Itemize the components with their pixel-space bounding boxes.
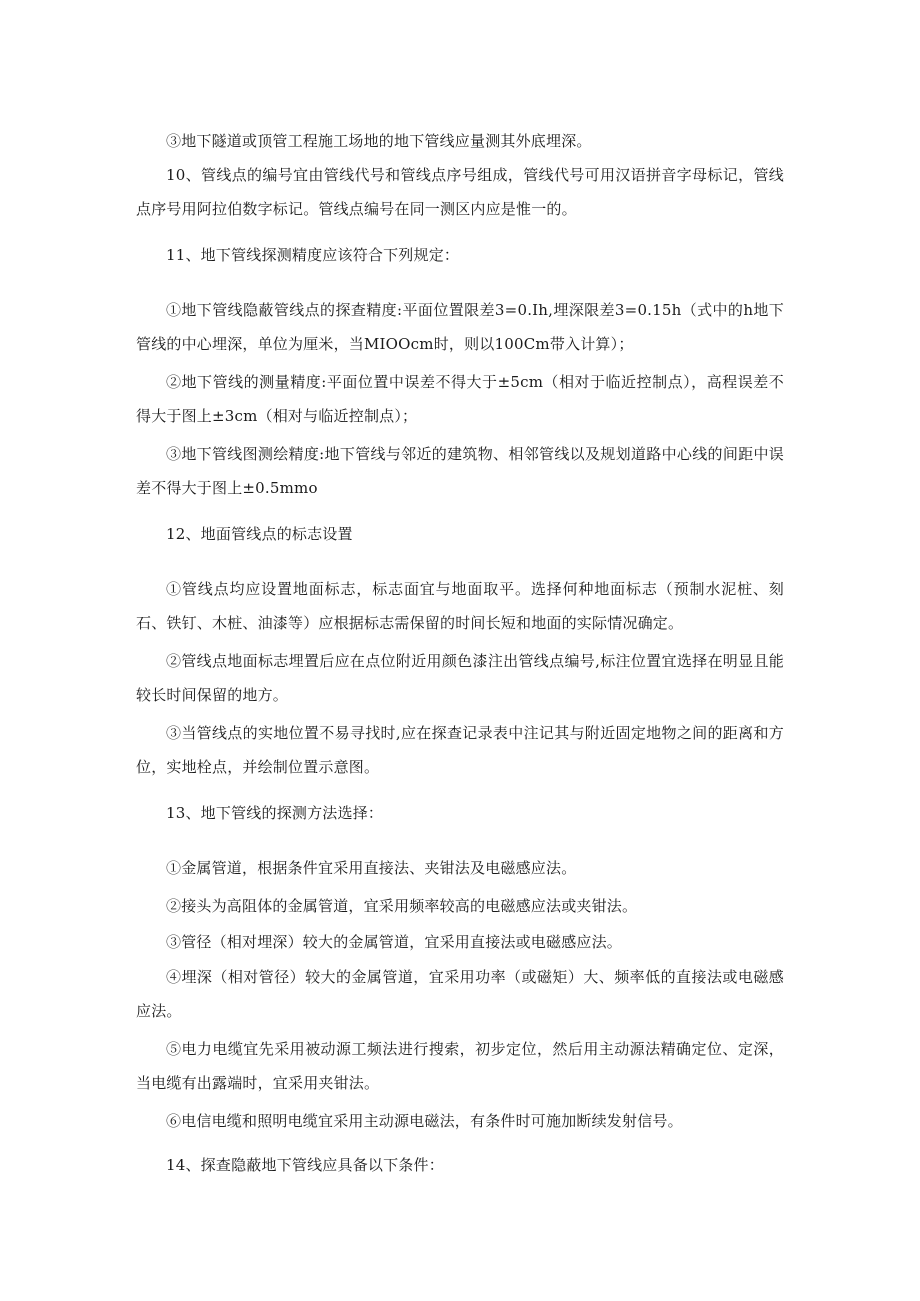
paragraph-13-1: ①金属管道，根据条件宜采用直接法、夹钳法及电磁感应法。 xyxy=(166,859,577,877)
paragraph-11-1: ①地下管线隐蔽管线点的探查精度:平面位置限差3=0.Ih,埋深限差3=0.15h（式中的h地下管线的中心埋深，单位为厘米，当MIOOcm时，则以100Cm带入计算）； xyxy=(136,301,784,353)
heading-12-marker: 12、地面管线点的标志设置 xyxy=(166,525,353,543)
paragraph-11-3: ③地下管线图测绘精度:地下管线与邻近的建筑物、相邻管线以及规划道路中心线的间距中误差不得大于图上±0.5mmo xyxy=(136,445,784,497)
paragraph-13-5: ⑤电力电缆宜先采用被动源工频法进行搜索，初步定位，然后用主动源法精确定位、定深，当电缆有出露端时，宜采用夹钳法。 xyxy=(136,1040,784,1092)
paragraph-12-1: ①管线点均应设置地面标志，标志面宜与地面取平。选择何种地面标志（预制水泥桩、刻石、铁钉、木桩、油漆等）应根据标志需保留的时间长短和地面的实际情况确定。 xyxy=(136,580,784,632)
paragraph-12-3: ③当管线点的实地位置不易寻找时,应在探查记录表中注记其与附近固定地物之间的距离和方位，实地栓点，并绘制位置示意图。 xyxy=(136,724,784,776)
paragraph-13-4: ④埋深（相对管径）较大的金属管道，宜采用功率（或磁矩）大、频率低的直接法或电磁感应法。 xyxy=(136,968,784,1020)
heading-11-accuracy: 11、地下管线探测精度应该符合下列规定： xyxy=(166,246,460,264)
paragraph-12-2: ②管线点地面标志埋置后应在点位附近用颜色漆注出管线点编号,标注位置宜选择在明显且能较长时间保留的地方。 xyxy=(136,652,784,704)
heading-14-conditions: 14、探查隐蔽地下管线应具备以下条件： xyxy=(166,1156,444,1174)
paragraph-13-2: ②接头为高阻体的金属管道，宜采用频率较高的电磁感应法或夹钳法。 xyxy=(166,897,638,915)
paragraph-13-6: ⑥电信电缆和照明电缆宜采用主动源电磁法，有条件时可施加断续发射信号。 xyxy=(166,1112,683,1130)
heading-13-methods: 13、地下管线的探测方法选择： xyxy=(166,804,384,822)
paragraph-10-numbering: 10、管线点的编号宜由管线代号和管线点序号组成，管线代号可用汉语拼音字母标记，管线点序号用阿拉伯数字标记。管线点编号在同一测区内应是惟一的。 xyxy=(136,166,784,218)
paragraph-tunnel-depth: ③地下隧道或顶管工程施工场地的地下管线应量测其外底埋深。 xyxy=(166,132,592,150)
paragraph-11-2: ②地下管线的测量精度:平面位置中误差不得大于±5cm（相对于临近控制点），高程误差不得大于图上±3cm（相对与临近控制点）； xyxy=(136,373,784,425)
paragraph-13-3: ③管径（相对埋深）较大的金属管道，宜采用直接法或电磁感应法。 xyxy=(166,933,623,951)
